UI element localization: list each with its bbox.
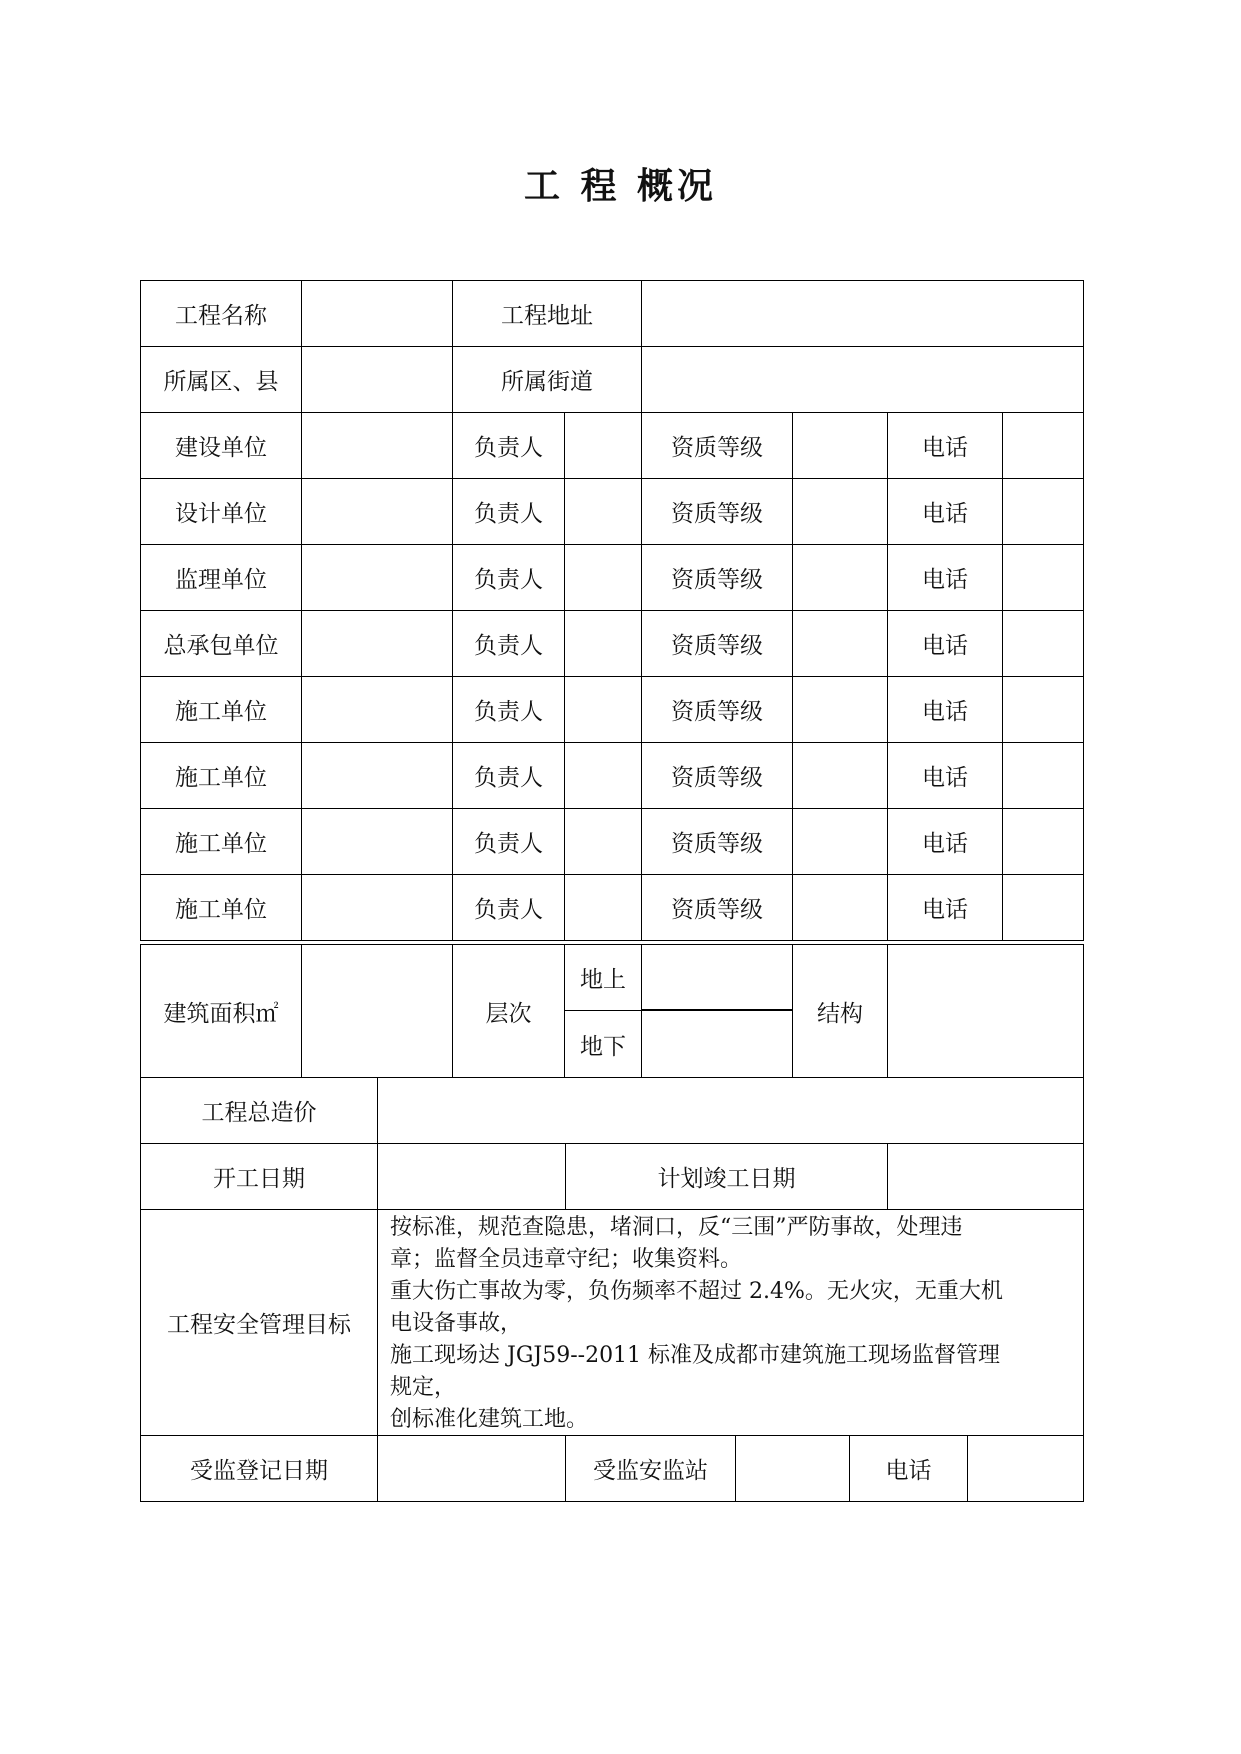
unit-label: 施工单位	[140, 874, 302, 941]
phone-field[interactable]	[1002, 412, 1084, 479]
planned-end-date-label: 计划竣工日期	[565, 1143, 888, 1210]
person-label: 负责人	[452, 610, 565, 677]
unit-label: 监理单位	[140, 544, 302, 611]
qualification-label: 资质等级	[641, 676, 793, 743]
qualification-field[interactable]	[792, 676, 888, 743]
unit-label: 施工单位	[140, 676, 302, 743]
below-ground-label: 地下	[564, 1010, 642, 1078]
page-title: 工 程 概况	[523, 165, 718, 207]
start-date-label: 开工日期	[140, 1143, 378, 1210]
unit-name-field[interactable]	[301, 610, 453, 677]
safety-goal-line: 施工现场达 JGJ59--2011 标准及成都市建筑施工现场监督管理	[390, 1343, 1001, 1368]
safety-goal-line: 电设备事故，	[390, 1311, 523, 1336]
unit-name-field[interactable]	[301, 874, 453, 941]
phone-field[interactable]	[1002, 808, 1084, 875]
person-field[interactable]	[564, 676, 642, 743]
start-date-field[interactable]	[377, 1143, 566, 1210]
registration-phone-label: 电话	[849, 1435, 968, 1502]
qualification-field[interactable]	[792, 874, 888, 941]
qualification-label: 资质等级	[641, 742, 793, 809]
person-field[interactable]	[564, 874, 642, 941]
phone-label: 电话	[887, 412, 1003, 479]
safety-goal-line: 章；监督全员违章守纪；收集资料。	[390, 1247, 743, 1272]
phone-field[interactable]	[1002, 478, 1084, 545]
phone-label: 电话	[887, 742, 1003, 809]
unit-name-field[interactable]	[301, 478, 453, 545]
safety-goal-label: 工程安全管理目标	[140, 1209, 378, 1436]
person-field[interactable]	[564, 610, 642, 677]
phone-field[interactable]	[1002, 610, 1084, 677]
project-address-label: 工程地址	[452, 280, 642, 347]
project-name-label: 工程名称	[140, 280, 302, 347]
unit-label: 设计单位	[140, 478, 302, 545]
building-area-label: 建筑面积㎡	[140, 944, 302, 1078]
person-field[interactable]	[564, 412, 642, 479]
qualification-field[interactable]	[792, 742, 888, 809]
person-label: 负责人	[452, 808, 565, 875]
district-field[interactable]	[301, 346, 453, 413]
phone-label: 电话	[887, 478, 1003, 545]
qualification-field[interactable]	[792, 808, 888, 875]
person-field[interactable]	[564, 544, 642, 611]
safety-goal-lines	[390, 1212, 1003, 1436]
safety-goal-line: 按标准，规范查隐患，堵洞口，反“三围”严防事故，处理违	[390, 1215, 963, 1240]
phone-field[interactable]	[1002, 544, 1084, 611]
person-label: 负责人	[452, 544, 565, 611]
unit-label: 施工单位	[140, 742, 302, 809]
supervision-station-field[interactable]	[735, 1435, 850, 1502]
planned-end-date-field[interactable]	[887, 1143, 1084, 1210]
phone-label: 电话	[887, 808, 1003, 875]
phone-label: 电话	[887, 610, 1003, 677]
unit-label: 施工单位	[140, 808, 302, 875]
project-overview-form	[140, 280, 1084, 1502]
above-ground-field[interactable]	[641, 944, 793, 1011]
phone-label: 电话	[887, 874, 1003, 941]
registration-phone-field[interactable]	[967, 1435, 1084, 1502]
qualification-field[interactable]	[792, 610, 888, 677]
person-field[interactable]	[564, 808, 642, 875]
phone-field[interactable]	[1002, 742, 1084, 809]
qualification-field[interactable]	[792, 544, 888, 611]
phone-label: 电话	[887, 544, 1003, 611]
district-label: 所属区、县	[140, 346, 302, 413]
registration-date-field[interactable]	[377, 1435, 566, 1502]
qualification-label: 资质等级	[641, 478, 793, 545]
unit-name-field[interactable]	[301, 808, 453, 875]
unit-name-field[interactable]	[301, 544, 453, 611]
person-field[interactable]	[564, 478, 642, 545]
qualification-field[interactable]	[792, 412, 888, 479]
floors-label: 层次	[452, 944, 565, 1078]
qualification-label: 资质等级	[641, 808, 793, 875]
qualification-label: 资质等级	[641, 544, 793, 611]
phone-field[interactable]	[1002, 676, 1084, 743]
person-label: 负责人	[452, 742, 565, 809]
street-label: 所属街道	[452, 346, 642, 413]
unit-label: 总承包单位	[140, 610, 302, 677]
qualification-label: 资质等级	[641, 412, 793, 479]
person-label: 负责人	[452, 874, 565, 941]
qualification-label: 资质等级	[641, 610, 793, 677]
supervision-station-label: 受监安监站	[565, 1435, 736, 1502]
below-ground-field[interactable]	[641, 1010, 793, 1078]
total-cost-field[interactable]	[377, 1077, 1084, 1144]
person-label: 负责人	[452, 412, 565, 479]
building-area-field[interactable]	[301, 944, 453, 1078]
project-address-field[interactable]	[641, 280, 1084, 347]
safety-goal-line: 创标准化建筑工地。	[390, 1407, 589, 1432]
person-label: 负责人	[452, 478, 565, 545]
unit-label: 建设单位	[140, 412, 302, 479]
street-field[interactable]	[641, 346, 1084, 413]
phone-label: 电话	[887, 676, 1003, 743]
project-name-field[interactable]	[301, 280, 453, 347]
safety-goal-text	[377, 1209, 1084, 1436]
qualification-label: 资质等级	[641, 874, 793, 941]
above-ground-label: 地上	[564, 944, 642, 1011]
total-cost-label: 工程总造价	[140, 1077, 378, 1144]
unit-name-field[interactable]	[301, 412, 453, 479]
qualification-field[interactable]	[792, 478, 888, 545]
structure-field[interactable]	[887, 944, 1084, 1078]
unit-name-field[interactable]	[301, 676, 453, 743]
registration-date-label: 受监登记日期	[140, 1435, 378, 1502]
safety-goal-line: 规定，	[390, 1375, 457, 1400]
phone-field[interactable]	[1002, 874, 1084, 941]
person-label: 负责人	[452, 676, 565, 743]
floors-divider	[641, 1009, 793, 1011]
person-field[interactable]	[564, 742, 642, 809]
unit-name-field[interactable]	[301, 742, 453, 809]
structure-label: 结构	[792, 944, 888, 1078]
safety-goal-line: 重大伤亡事故为零，负伤频率不超过 2.4%。无火灾，无重大机	[390, 1279, 1003, 1304]
